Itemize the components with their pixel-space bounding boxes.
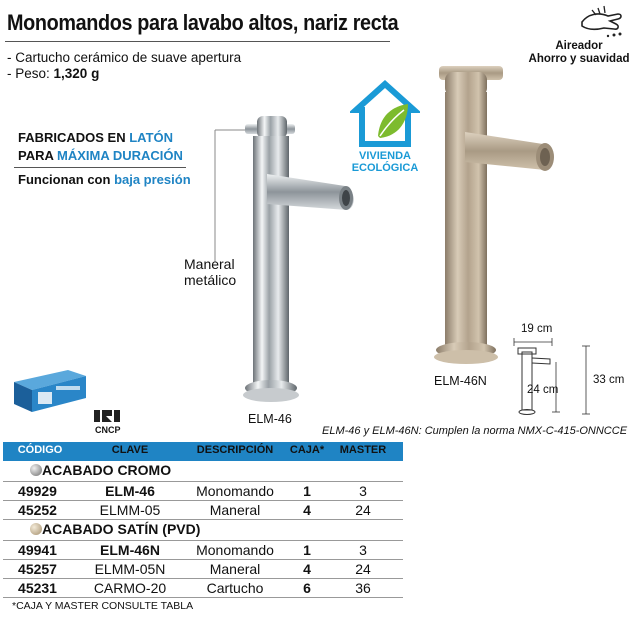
dimension-diagram xyxy=(510,332,590,422)
feature-material: FABRICADOS EN LATÓN xyxy=(18,130,174,145)
section-cromo: ACABADO CROMO xyxy=(20,461,400,481)
finish-satin-swatch xyxy=(30,523,42,535)
table-row: 49941 ELM-46N Monomando 1 3 xyxy=(18,542,367,558)
spec-peso: - Peso: 1,320 g xyxy=(7,66,100,81)
spec-peso-value: 1,320 g xyxy=(53,66,100,81)
feature-divider xyxy=(14,167,186,168)
cncp-label: CNCP xyxy=(95,425,121,435)
product-box-image xyxy=(12,366,87,414)
model-label-satin: ELM-46N xyxy=(434,374,487,388)
page-title: Monomandos para lavabo altos, nariz recta xyxy=(7,10,399,35)
dimension-height-small: 24 cm xyxy=(527,384,559,396)
finish-chrome-swatch xyxy=(30,464,42,476)
feature-durability: PARA MÁXIMA DURACIÓN xyxy=(18,148,183,163)
cncp-logo-icon xyxy=(90,406,124,426)
col-header-master: MASTER xyxy=(339,444,387,456)
feature-pressure: Funcionan con baja presión xyxy=(18,172,191,187)
footnote: *CAJA Y MASTER CONSULTE TABLA xyxy=(12,600,194,612)
dimension-width: 19 cm xyxy=(521,323,553,335)
aerator-hand-icon xyxy=(578,4,628,40)
spec-cartucho: - Cartucho cerámico de suave apertura xyxy=(7,50,242,65)
col-header-caja: CAJA* xyxy=(289,444,325,456)
table-row: 45252 ELMM-05 Maneral 4 24 xyxy=(18,502,371,518)
col-header-codigo: CÓDIGO xyxy=(17,444,63,456)
callout-maneral: Maneral metálico xyxy=(184,256,237,288)
dimension-height-total: 33 cm xyxy=(593,374,625,386)
eco-badge-label: VIVIENDA ECOLÓGICA xyxy=(351,150,419,174)
norma-note: ELM-46 y ELM-46N: Cumplen la norma NMX-C-415-ONNCCE xyxy=(322,425,628,437)
model-label-chrome: ELM-46 xyxy=(248,412,292,426)
title-divider xyxy=(5,41,390,42)
col-header-clave: CLAVE xyxy=(111,444,149,456)
table-row: 45231 CARMO-20 Cartucho 6 36 xyxy=(18,580,371,596)
table-row: 45257 ELMM-05N Maneral 4 24 xyxy=(18,561,371,577)
col-header-descripcion: DESCRIPCIÓN xyxy=(196,444,274,456)
aerator-label: Aireador Ahorro y suavidad xyxy=(528,40,630,65)
section-satin: ACABADO SATÍN (PVD) xyxy=(20,520,400,540)
table-row: 49929 ELM-46 Monomando 1 3 xyxy=(18,483,367,499)
